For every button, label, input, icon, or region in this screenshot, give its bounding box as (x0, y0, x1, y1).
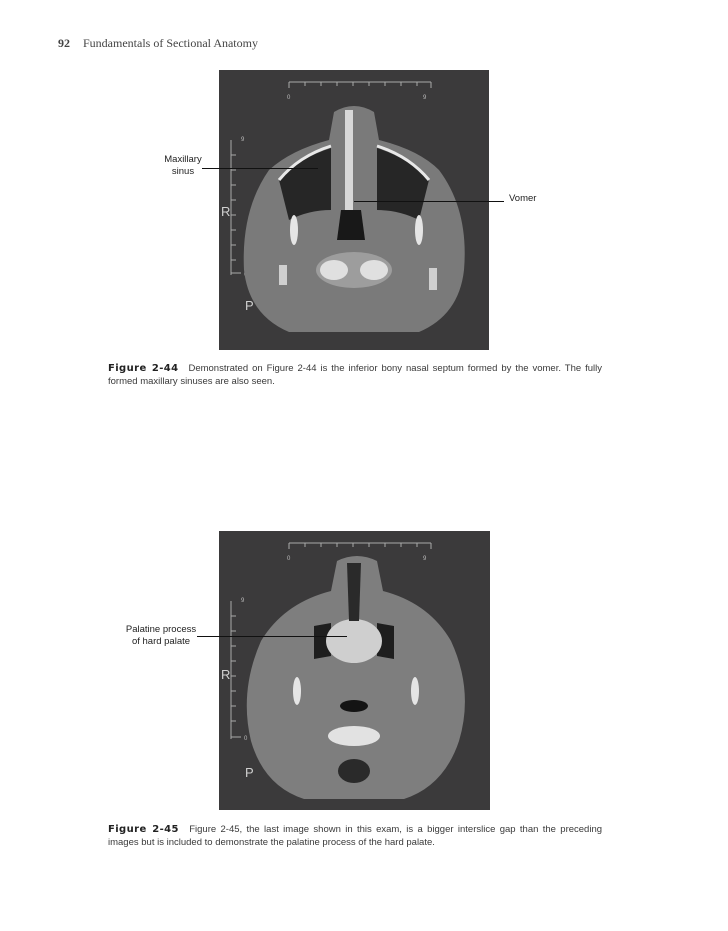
scale-top-left: 0 (287, 95, 291, 101)
page-header (58, 36, 258, 51)
caption-figure-2-45 (108, 823, 602, 849)
orientation-p: P (245, 765, 254, 780)
orientation-r: R (221, 204, 231, 219)
caption-label: Figure 2-45 (108, 824, 179, 835)
ct-scan-image-1 (219, 70, 489, 350)
scale-side-top: 9 (241, 598, 245, 604)
caption-figure-2-44 (108, 362, 602, 388)
label-palatine-process: Palatine process of hard palate (125, 624, 197, 647)
scale-top-right: 9 (423, 95, 427, 101)
scale-top-left: 0 (287, 556, 291, 562)
ct-scan-figure-2-44 (219, 70, 489, 350)
caption-label: Figure 2-44 (108, 363, 179, 374)
scale-side-top: 9 (241, 137, 245, 143)
scale-top-right: 9 (423, 556, 427, 562)
caption-text: Demonstrated on Figure 2-44 is the inferior bony nasal septum formed by the vomer. The fully formed maxillary sinuses are also seen. (108, 363, 603, 387)
orientation-r: R (221, 667, 231, 682)
book-title: Fundamentals of Sectional Anatomy (83, 36, 258, 50)
leader-vomer (354, 201, 504, 202)
scale-side-bottom: 0 (244, 736, 248, 742)
page-number: 92 (58, 36, 70, 50)
leader-maxillary-sinus (202, 168, 318, 169)
leader-palatine-process (197, 636, 347, 637)
label-maxillary-sinus: Maxillary sinus (164, 154, 202, 177)
ct-scan-figure-2-45 (219, 531, 490, 810)
orientation-p: P (245, 298, 254, 313)
label-vomer: Vomer (509, 193, 537, 204)
caption-text: Figure 2-45, the last image shown in this exam, is a bigger interslice gap than the preceding images but is included to demonstrate the palatine process of the hard palate. (108, 824, 603, 848)
ct-scan-image-2 (219, 531, 490, 810)
